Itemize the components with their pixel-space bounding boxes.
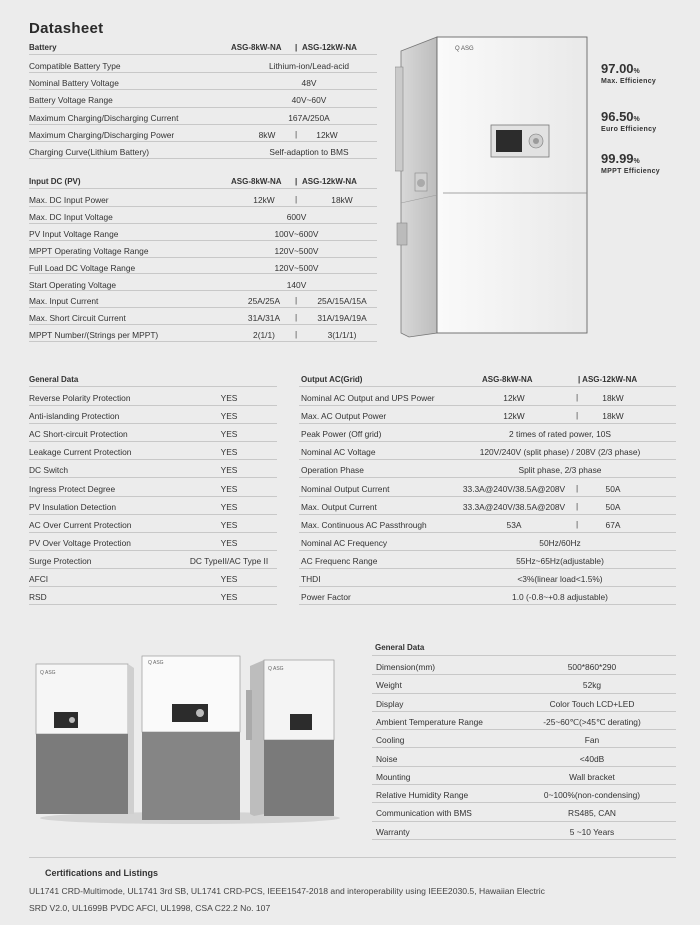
row-label: AC Short-circuit Protection: [29, 429, 128, 440]
row-separator: |: [295, 295, 298, 306]
efficiency-percent: %: [633, 158, 640, 165]
table-row: [29, 479, 277, 497]
row-value-left: 12kW: [503, 393, 525, 403]
row-value: 1.0 (-0.8~+0.8 adjustable): [512, 592, 608, 603]
row-value: YES: [220, 465, 238, 476]
input-dc-heading: Input DC (PV): [29, 177, 81, 186]
row-value-left: 53A: [506, 519, 522, 530]
row-label: AFCI: [29, 574, 49, 584]
battery-head-rule: [29, 54, 377, 55]
row-label: Power Factor: [301, 592, 351, 603]
row-value: Lithium-ion/Lead-acid: [268, 61, 350, 71]
row-label: Warranty: [376, 826, 410, 837]
table-row: [299, 515, 676, 533]
row-label: Max. Continuous AC Passthrough: [301, 519, 427, 530]
row-value-left: 25A/25A: [247, 296, 281, 307]
row-value-left: 12kW: [253, 195, 275, 205]
row-value: YES: [220, 447, 238, 458]
table-row: [29, 424, 277, 442]
table-row: [29, 56, 377, 73]
row-label: Display: [376, 698, 404, 709]
row-separator: |: [576, 518, 579, 529]
row-value: 120V~500V: [274, 262, 319, 273]
row-value: -25~60℃(>45℃ derating): [543, 716, 641, 727]
row-value-right: 3(1/1/1): [327, 330, 357, 341]
table-row: [372, 803, 676, 821]
table-row: [299, 460, 676, 478]
row-value-left: 8kW: [258, 129, 276, 140]
row-label: Nominal AC Frequency: [301, 537, 388, 548]
table-row: [299, 569, 676, 587]
row-value: YES: [220, 519, 238, 530]
inverter-image: [395, 33, 595, 343]
row-label: DC Switch: [29, 465, 69, 476]
table-row: [29, 224, 377, 241]
row-label: Ambient Temperature Range: [376, 716, 483, 727]
row-separator: |: [576, 392, 579, 402]
efficiency-value: 96.50: [601, 109, 634, 124]
table-row: [372, 822, 676, 840]
row-value: DC TypeII/AC Type II: [189, 555, 269, 566]
table-row: [29, 258, 377, 275]
row-label: Max. DC Input Voltage: [29, 211, 113, 222]
table-row: [299, 497, 676, 515]
table-row: [299, 587, 676, 605]
row-label: Charging Curve(Lithium Battery): [29, 147, 150, 157]
row-separator: |: [295, 312, 298, 323]
table-row: [299, 551, 676, 569]
table-row: [29, 388, 277, 406]
row-value: 140V: [286, 279, 307, 290]
table-row: [29, 90, 377, 107]
table-row: [299, 424, 676, 442]
row-value: 55Hz~65Hz(adjustable): [516, 555, 604, 566]
row-label: Mounting: [376, 771, 411, 782]
inverters-group-image: [28, 650, 353, 825]
input-dc-model-left: ASG-8kW-NA: [231, 177, 282, 186]
row-value-right: 50A: [605, 501, 621, 512]
row-value: 50Hz/60Hz: [539, 537, 581, 548]
general-data-left-heading: General Data: [29, 375, 79, 384]
row-label: Max. Input Current: [29, 296, 99, 307]
table-row: [372, 657, 676, 675]
row-label: Leakage Current Protection: [29, 447, 132, 458]
efficiency-value: 99.99: [601, 151, 634, 166]
row-label: Surge Protection: [29, 555, 92, 566]
table-row: [29, 108, 377, 125]
row-value: 120V~500V: [274, 245, 319, 256]
row-value: 0~100%(non-condensing): [543, 790, 641, 801]
row-value: 500*860*290: [567, 662, 617, 672]
row-value: YES: [220, 393, 238, 403]
row-label: Maximum Charging/Discharging Power: [29, 129, 175, 140]
table-row: [299, 442, 676, 460]
table-row: [299, 479, 676, 497]
certifications-line-1: UL1741 CRD-Multimode, UL1741 3rd SB, UL1741 CRD-PCS, IEEE1547-2018 and interoperability using IEEE2030.5, Hawaiian Electric: [29, 886, 545, 896]
row-label: AC Frequenc Range: [301, 555, 378, 566]
battery-heading: Battery: [29, 43, 57, 52]
battery-model-sep: |: [295, 43, 298, 52]
row-label: MPPT Operating Voltage Range: [29, 245, 149, 256]
row-label: Compatible Battery Type: [29, 61, 121, 71]
table-row: [29, 291, 377, 308]
table-row: [299, 406, 676, 424]
table-row: [29, 325, 377, 342]
input-dc-model-right: ASG-12kW-NA: [302, 177, 357, 186]
row-value-right: 67A: [605, 519, 621, 530]
row-value: 167A/250A: [288, 112, 330, 123]
table-row: [372, 785, 676, 803]
table-row: [372, 749, 676, 767]
row-separator: |: [576, 500, 579, 511]
row-label: Cooling: [376, 735, 405, 746]
output-ac-model-left: ASG-8kW-NA: [482, 375, 533, 384]
battery-model-left: ASG-8kW-NA: [231, 43, 282, 52]
row-label: Anti-islanding Protection: [29, 411, 120, 422]
table-row: [29, 275, 377, 292]
row-label: Max. Short Circuit Current: [29, 313, 126, 324]
row-value: YES: [220, 592, 238, 603]
general-right-head-rule: [372, 655, 676, 656]
svg-text:Q ASG: Q ASG: [148, 660, 164, 666]
efficiency-item: [601, 60, 656, 85]
row-label: AC Over Current Protection: [29, 519, 132, 530]
row-value-right: 12kW: [316, 129, 338, 140]
row-label: THDI: [301, 574, 321, 584]
row-label: Start Operating Voltage: [29, 279, 117, 290]
row-label: PV Insulation Detection: [29, 501, 117, 512]
row-value: YES: [220, 574, 238, 584]
battery-model-right: ASG-12kW-NA: [302, 43, 357, 52]
row-label: Noise: [376, 753, 398, 764]
row-value: Self-adaption to BMS: [269, 147, 349, 157]
row-value-right: 18kW: [602, 393, 624, 403]
table-row: [372, 767, 676, 785]
table-row: [29, 587, 277, 605]
efficiency-item: [601, 150, 660, 175]
row-label: Nominal AC Output and UPS Power: [301, 393, 435, 403]
row-label: Weight: [376, 680, 402, 691]
row-label: Communication with BMS: [376, 808, 472, 819]
row-value: 48V: [301, 78, 317, 89]
table-row: [372, 675, 676, 693]
certifications-line-2: SRD V2.0, UL1699B PVDC AFCI, UL1998, CSA C22.2 No. 107: [29, 903, 271, 913]
row-value-left: 33.3A@240V/38.5A@208V: [462, 483, 566, 494]
row-value: YES: [220, 483, 238, 494]
row-label: RSD: [29, 592, 47, 603]
page-title: Datasheet: [29, 20, 104, 37]
row-separator: |: [295, 329, 298, 340]
general-left-head-rule: [29, 386, 277, 387]
svg-text:Q ASG: Q ASG: [455, 46, 474, 52]
output-ac-head-rule: [299, 386, 676, 387]
row-label: MPPT Number/(Strings per MPPT): [29, 330, 159, 341]
row-label: Max. AC Output Power: [301, 411, 387, 422]
table-row: [372, 730, 676, 748]
efficiency-item: [601, 108, 656, 133]
table-row: [29, 142, 377, 159]
table-row: [29, 569, 277, 587]
table-row: [29, 125, 377, 142]
row-label: Full Load DC Voltage Range: [29, 262, 136, 273]
row-label: Max. DC Input Power: [29, 195, 109, 205]
table-row: [29, 551, 277, 569]
table-row: [29, 442, 277, 460]
row-label: Nominal AC Voltage: [301, 447, 376, 458]
input-dc-model-sep: |: [295, 177, 298, 186]
output-ac-heading: Output AC(Grid): [301, 375, 363, 384]
row-value: 600V: [286, 211, 307, 222]
row-value: RS485, CAN: [568, 808, 616, 819]
certifications-box: [29, 857, 676, 917]
table-row: [299, 533, 676, 551]
row-value-right: 25A/15A/15A: [317, 296, 367, 307]
table-row: [29, 190, 377, 207]
row-value-right: 31A/19A/19A: [317, 313, 367, 324]
row-value-right: 18kW: [602, 411, 624, 422]
row-label: Nominal Battery Voltage: [29, 78, 119, 89]
row-label: Ingress Protect Degree: [29, 483, 116, 494]
efficiency-value: 97.00: [601, 61, 634, 76]
row-label: Reverse Polarity Protection: [29, 393, 131, 403]
table-row: [29, 406, 277, 424]
efficiency-percent: %: [633, 116, 640, 123]
row-value: <3%(linear load<1.5%): [517, 574, 603, 584]
row-label: Peak Power (Off grid): [301, 429, 382, 440]
row-value: Fan: [584, 735, 600, 746]
table-row: [29, 460, 277, 478]
row-value: 40V~60V: [291, 95, 327, 106]
svg-text:Q ASG: Q ASG: [40, 670, 56, 676]
row-value: 100V~600V: [274, 228, 319, 239]
row-label: Maximum Charging/Discharging Current: [29, 112, 179, 123]
table-row: [29, 308, 377, 325]
row-label: Battery Voltage Range: [29, 95, 113, 106]
table-row: [29, 497, 277, 515]
row-value: YES: [220, 537, 238, 548]
row-value: <40dB: [579, 753, 605, 764]
row-separator: |: [576, 410, 579, 421]
row-separator: |: [576, 482, 579, 493]
efficiency-percent: %: [633, 68, 640, 75]
row-label: Max. Output Current: [301, 501, 377, 512]
output-ac-model-right: | ASG-12kW-NA: [578, 375, 638, 384]
row-value: Split phase, 2/3 phase: [518, 465, 602, 476]
efficiency-label: Euro Efficiency: [601, 126, 657, 133]
table-row: [29, 241, 377, 258]
row-value: YES: [220, 501, 238, 512]
table-row: [29, 207, 377, 224]
row-value-left: 33.3A@240V/38.5A@208V: [462, 501, 566, 512]
row-label: Dimension(mm): [376, 662, 436, 672]
row-value: 52kg: [582, 680, 602, 691]
row-value-right: 18kW: [331, 195, 353, 205]
row-value-left: 12kW: [503, 411, 525, 422]
table-row: [29, 73, 377, 90]
table-row: [372, 694, 676, 712]
row-value: YES: [220, 411, 238, 422]
certifications-text: [29, 883, 674, 917]
row-value: YES: [220, 429, 238, 440]
table-row: [299, 388, 676, 406]
svg-text:Q ASG: Q ASG: [268, 666, 284, 672]
row-value: 2 times of rated power, 10S: [509, 429, 611, 440]
row-value-left: 31A/31A: [247, 313, 281, 324]
row-value: 5 ~10 Years: [569, 826, 615, 837]
row-label: PV Over Voltage Protection: [29, 537, 131, 548]
efficiency-label: Max. Efficiency: [601, 78, 657, 85]
row-label: Nominal Output Current: [301, 483, 390, 494]
input-dc-head-rule: [29, 188, 377, 189]
row-separator: |: [295, 128, 298, 139]
row-value: Wall bracket: [569, 771, 615, 782]
row-value-right: 50A: [605, 483, 621, 494]
general-data-right-heading: General Data: [375, 643, 425, 652]
row-value: Color Touch LCD+LED: [549, 698, 635, 709]
table-row: [372, 712, 676, 730]
row-label: Relative Humidity Range: [376, 790, 469, 801]
row-value: 120V/240V (split phase) / 208V (2/3 phase): [479, 447, 641, 458]
certifications-heading: Certifications and Listings: [45, 868, 159, 878]
row-separator: |: [295, 194, 298, 204]
efficiency-label: MPPT Efficiency: [601, 168, 660, 175]
row-value-left: 2(1/1): [253, 330, 275, 341]
table-row: [29, 515, 277, 533]
row-label: Operation Phase: [301, 465, 364, 476]
row-label: PV Input Voltage Range: [29, 228, 119, 239]
table-row: [29, 533, 277, 551]
